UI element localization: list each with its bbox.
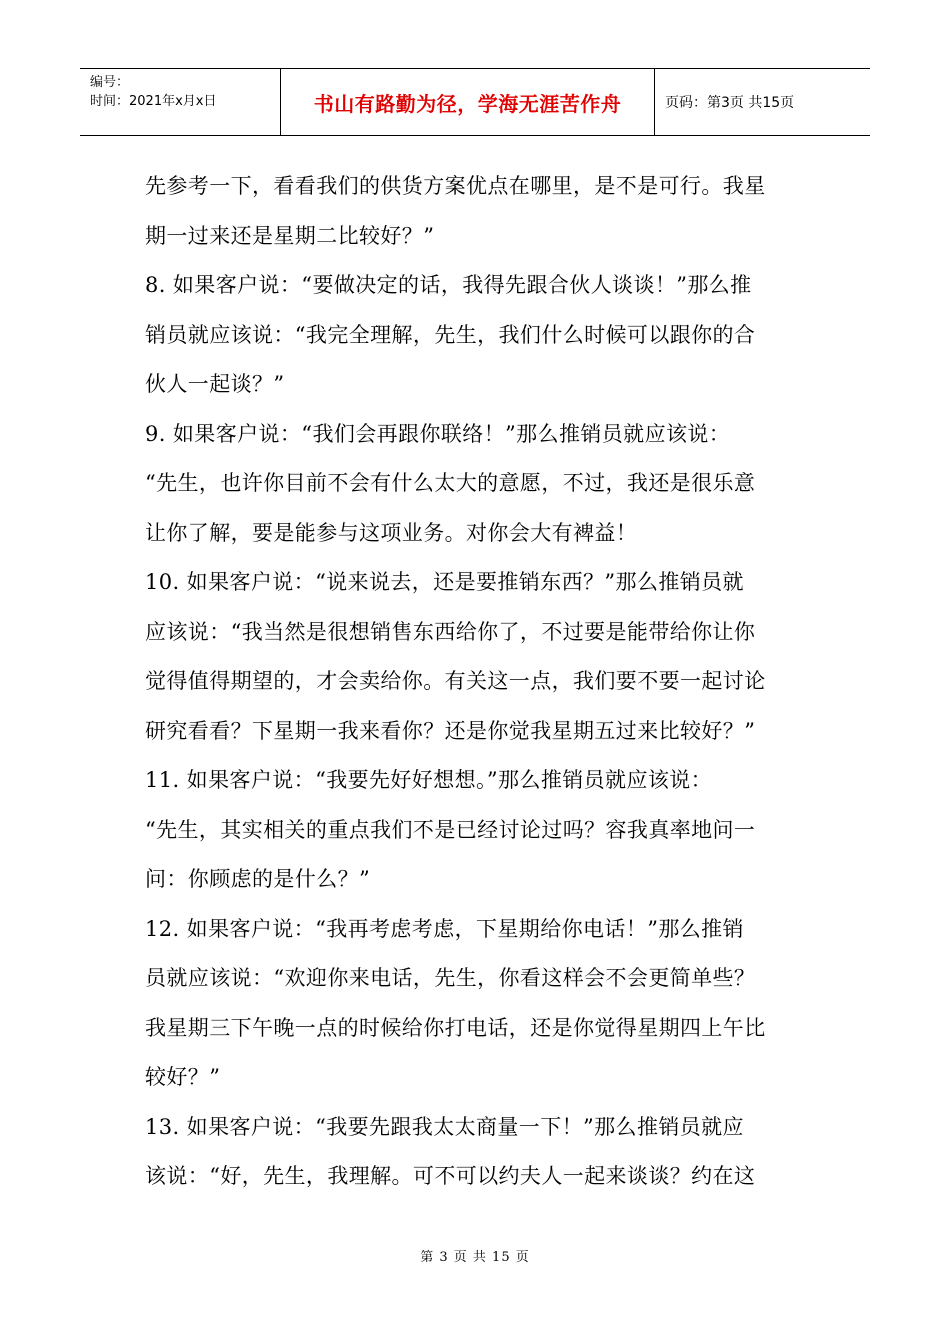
body-line: 12. 如果客户说：“我再考虑考虑，下星期给你电话！”那么推销	[145, 916, 744, 941]
body-line: 研究看看？下星期一我来看你？还是你觉我星期五过来比较好？”	[145, 718, 756, 743]
body-line: 10. 如果客户说：“说来说去，还是要推销东西？”那么推销员就	[145, 570, 744, 594]
body-line: 觉得值得期望的，才会卖给你。有关这一点，我们要不要一起讨论	[145, 669, 766, 693]
header-time-label: 时间：2021年x月x日	[90, 94, 217, 109]
page-footer: 第 3 页 共 15 页	[420, 1250, 530, 1265]
body-line: 销员就应该说：“我完全理解，先生，我们什么时候可以跟你的合	[145, 322, 756, 347]
body-line: 问：你顾虑的是什么？”	[145, 867, 371, 891]
body-line: 让你了解，要是能参与这项业务。对你会大有裨益！	[145, 520, 638, 545]
body-line: 期一过来还是星期二比较好？”	[145, 223, 435, 248]
body-line: 应该说：“我当然是很想销售东西给你了，不过要是能带给你让你	[145, 619, 756, 644]
header-number-label: 编号：	[90, 75, 130, 90]
page-header	[80, 68, 870, 136]
body-line: 11. 如果客户说：“我要先好好想想。”那么推销员就应该说：	[145, 768, 713, 792]
body-line: 员就应该说：“欢迎你来电话，先生，你看这样会不会更简单些？	[145, 966, 756, 990]
header-motto: 书山有路勤为径，学海无涯苦作舟	[281, 69, 655, 135]
body-line: 我星期三下午晚一点的时候给你打电话，还是你觉得星期四上午比	[145, 1015, 766, 1040]
body-line: 先参考一下，看看我们的供货方案优点在哪里，是不是可行。我星	[145, 174, 766, 198]
header-meta-cell	[80, 69, 281, 135]
body-line: “先生，也许你目前不会有什么太大的意愿，不过，我还是很乐意	[145, 471, 756, 495]
body-line: 伙人一起谈？”	[145, 372, 285, 396]
header-page-label: 页码：第3页 共15页	[665, 95, 795, 111]
document-body	[145, 162, 810, 1202]
body-line: 该说：“好，先生，我理解。可不可以约夫人一起来谈谈？约在这	[145, 1164, 756, 1188]
body-line: 8. 如果客户说：“要做决定的话，我得先跟合伙人谈谈！”那么推	[145, 273, 752, 297]
body-line: “先生，其实相关的重点我们不是已经讨论过吗？容我真率地问一	[145, 817, 756, 842]
body-line: 较好？”	[145, 1065, 221, 1089]
body-line: 13. 如果客户说：“我要先跟我太太商量一下！”那么推销员就应	[145, 1114, 744, 1139]
body-line: 9. 如果客户说：“我们会再跟你联络！”那么推销员就应该说：	[145, 421, 731, 446]
